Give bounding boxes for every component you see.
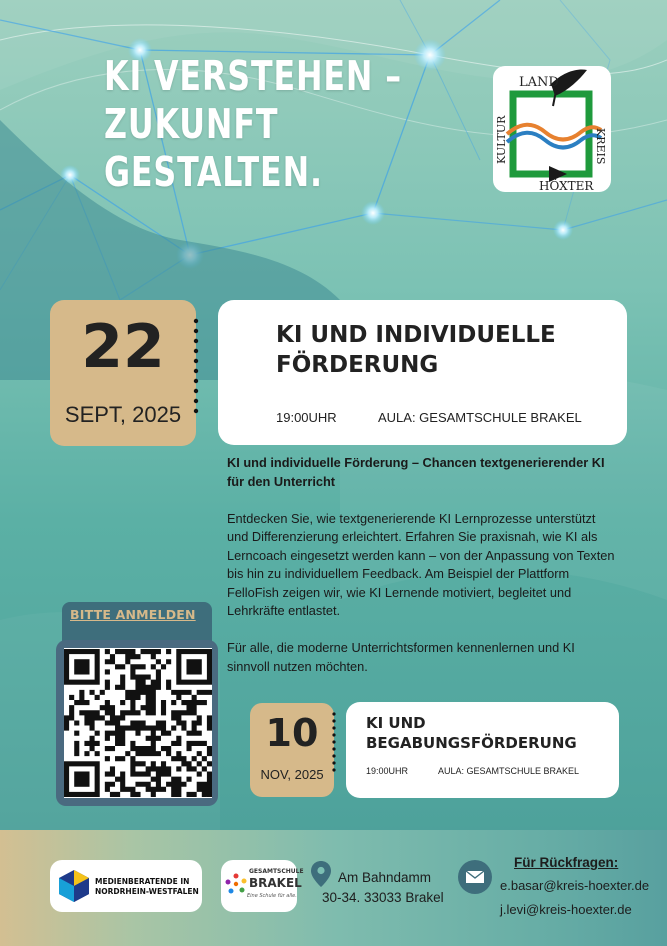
gesamtschule-slogan: Eine Schule für alle. xyxy=(247,893,297,899)
logo-text-kultur: KULTUR xyxy=(495,115,508,164)
address xyxy=(322,868,444,908)
event1-title xyxy=(276,320,556,380)
event2-title xyxy=(366,713,577,753)
medienberatende-line-2: NORDRHEIN-WESTFALEN xyxy=(95,887,199,896)
event-description xyxy=(227,454,619,695)
event1-title-line-1: KI UND INDIVIDUELLE xyxy=(276,322,556,348)
mail-icon xyxy=(458,860,492,894)
event1-day: 22 xyxy=(81,312,165,382)
gesamtschule-logo xyxy=(221,860,304,912)
headline xyxy=(104,52,402,196)
email-link-2[interactable]: j.levi@kreis-hoexter.de xyxy=(500,902,632,917)
email-link-1[interactable]: e.basar@kreis-hoexter.de xyxy=(500,878,650,893)
registration-tab[interactable] xyxy=(62,602,212,642)
event2-day: 10 xyxy=(265,711,319,755)
event1-date-card xyxy=(50,300,196,446)
event2-month: NOV, 2025 xyxy=(260,767,324,782)
event1-card xyxy=(218,300,627,445)
kulturland-logo xyxy=(493,66,611,192)
event2-time: 19:00UHR xyxy=(366,766,409,776)
qr-code[interactable] xyxy=(64,648,212,798)
school-logo-icon xyxy=(225,873,247,895)
headline-line-2: ZUKUNFT xyxy=(104,100,279,148)
logo-text-hoexter: HÖXTER xyxy=(539,179,594,192)
logo-text-land: LAND xyxy=(519,75,559,90)
contact-heading: Für Rückfragen: xyxy=(514,855,619,870)
logo-text-kreis: KREIS xyxy=(594,128,607,165)
gesamtschule-line-2: BRAKEL xyxy=(249,876,302,890)
headline-line-1: KI VERSTEHEN – xyxy=(104,52,402,100)
address-line-1: Am Bahndamm xyxy=(338,870,432,885)
event1-month: SEPT, 2025 xyxy=(64,402,182,427)
headline-line-3: GESTALTEN. xyxy=(104,148,323,196)
event2-dotted-divider xyxy=(331,712,337,772)
event2-title-line-1: KI UND xyxy=(366,714,426,732)
medienberatende-logo xyxy=(50,860,202,912)
registration-link[interactable]: BITTE ANMELDEN xyxy=(70,607,196,622)
event2-date-card xyxy=(250,703,334,797)
event1-time: 19:00UHR xyxy=(276,410,337,425)
address-line-2: 30-34. 33033 Brakel xyxy=(322,890,444,905)
description-closing: Für alle, die moderne Unterrichtsformen kennenlernen und KI sinnvoll nutzen möchten. xyxy=(227,640,575,674)
hexagon-logo-icon xyxy=(58,869,90,903)
event1-location: AULA: GESAMTSCHULE BRAKEL xyxy=(378,410,582,425)
event2-location: AULA: GESAMTSCHULE BRAKEL xyxy=(438,766,580,776)
event1-title-line-2: FÖRDERUNG xyxy=(276,352,439,378)
description-body: Entdecken Sie, wie textgenerierende KI Lernprozesse unterstützt und Differenzierung erleichtert. Erfahren Sie praxisnah, wie KI als Lerncoach eingesetzt werden kann – von der Anpassung von Texten bis hin zu individuellem Feedback. Am Beispiel der Plattform FelloFish zeigen wir, wie KI Lernende motiviert, begleitet und Lehrkräfte entlastet. xyxy=(227,510,615,618)
gesamtschule-line-1: GESAMTSCHULE xyxy=(249,868,304,875)
medienberatende-text xyxy=(95,877,199,897)
event1-dotted-divider xyxy=(192,318,200,420)
event2-card xyxy=(346,702,619,798)
event2-title-line-2: BEGABUNGSFÖRDERUNG xyxy=(366,734,577,752)
description-lead: KI und individuelle Förderung – Chancen textgenerierender KI für den Unterricht xyxy=(227,455,605,489)
medienberatende-line-1: MEDIENBERATENDE IN xyxy=(95,877,190,886)
